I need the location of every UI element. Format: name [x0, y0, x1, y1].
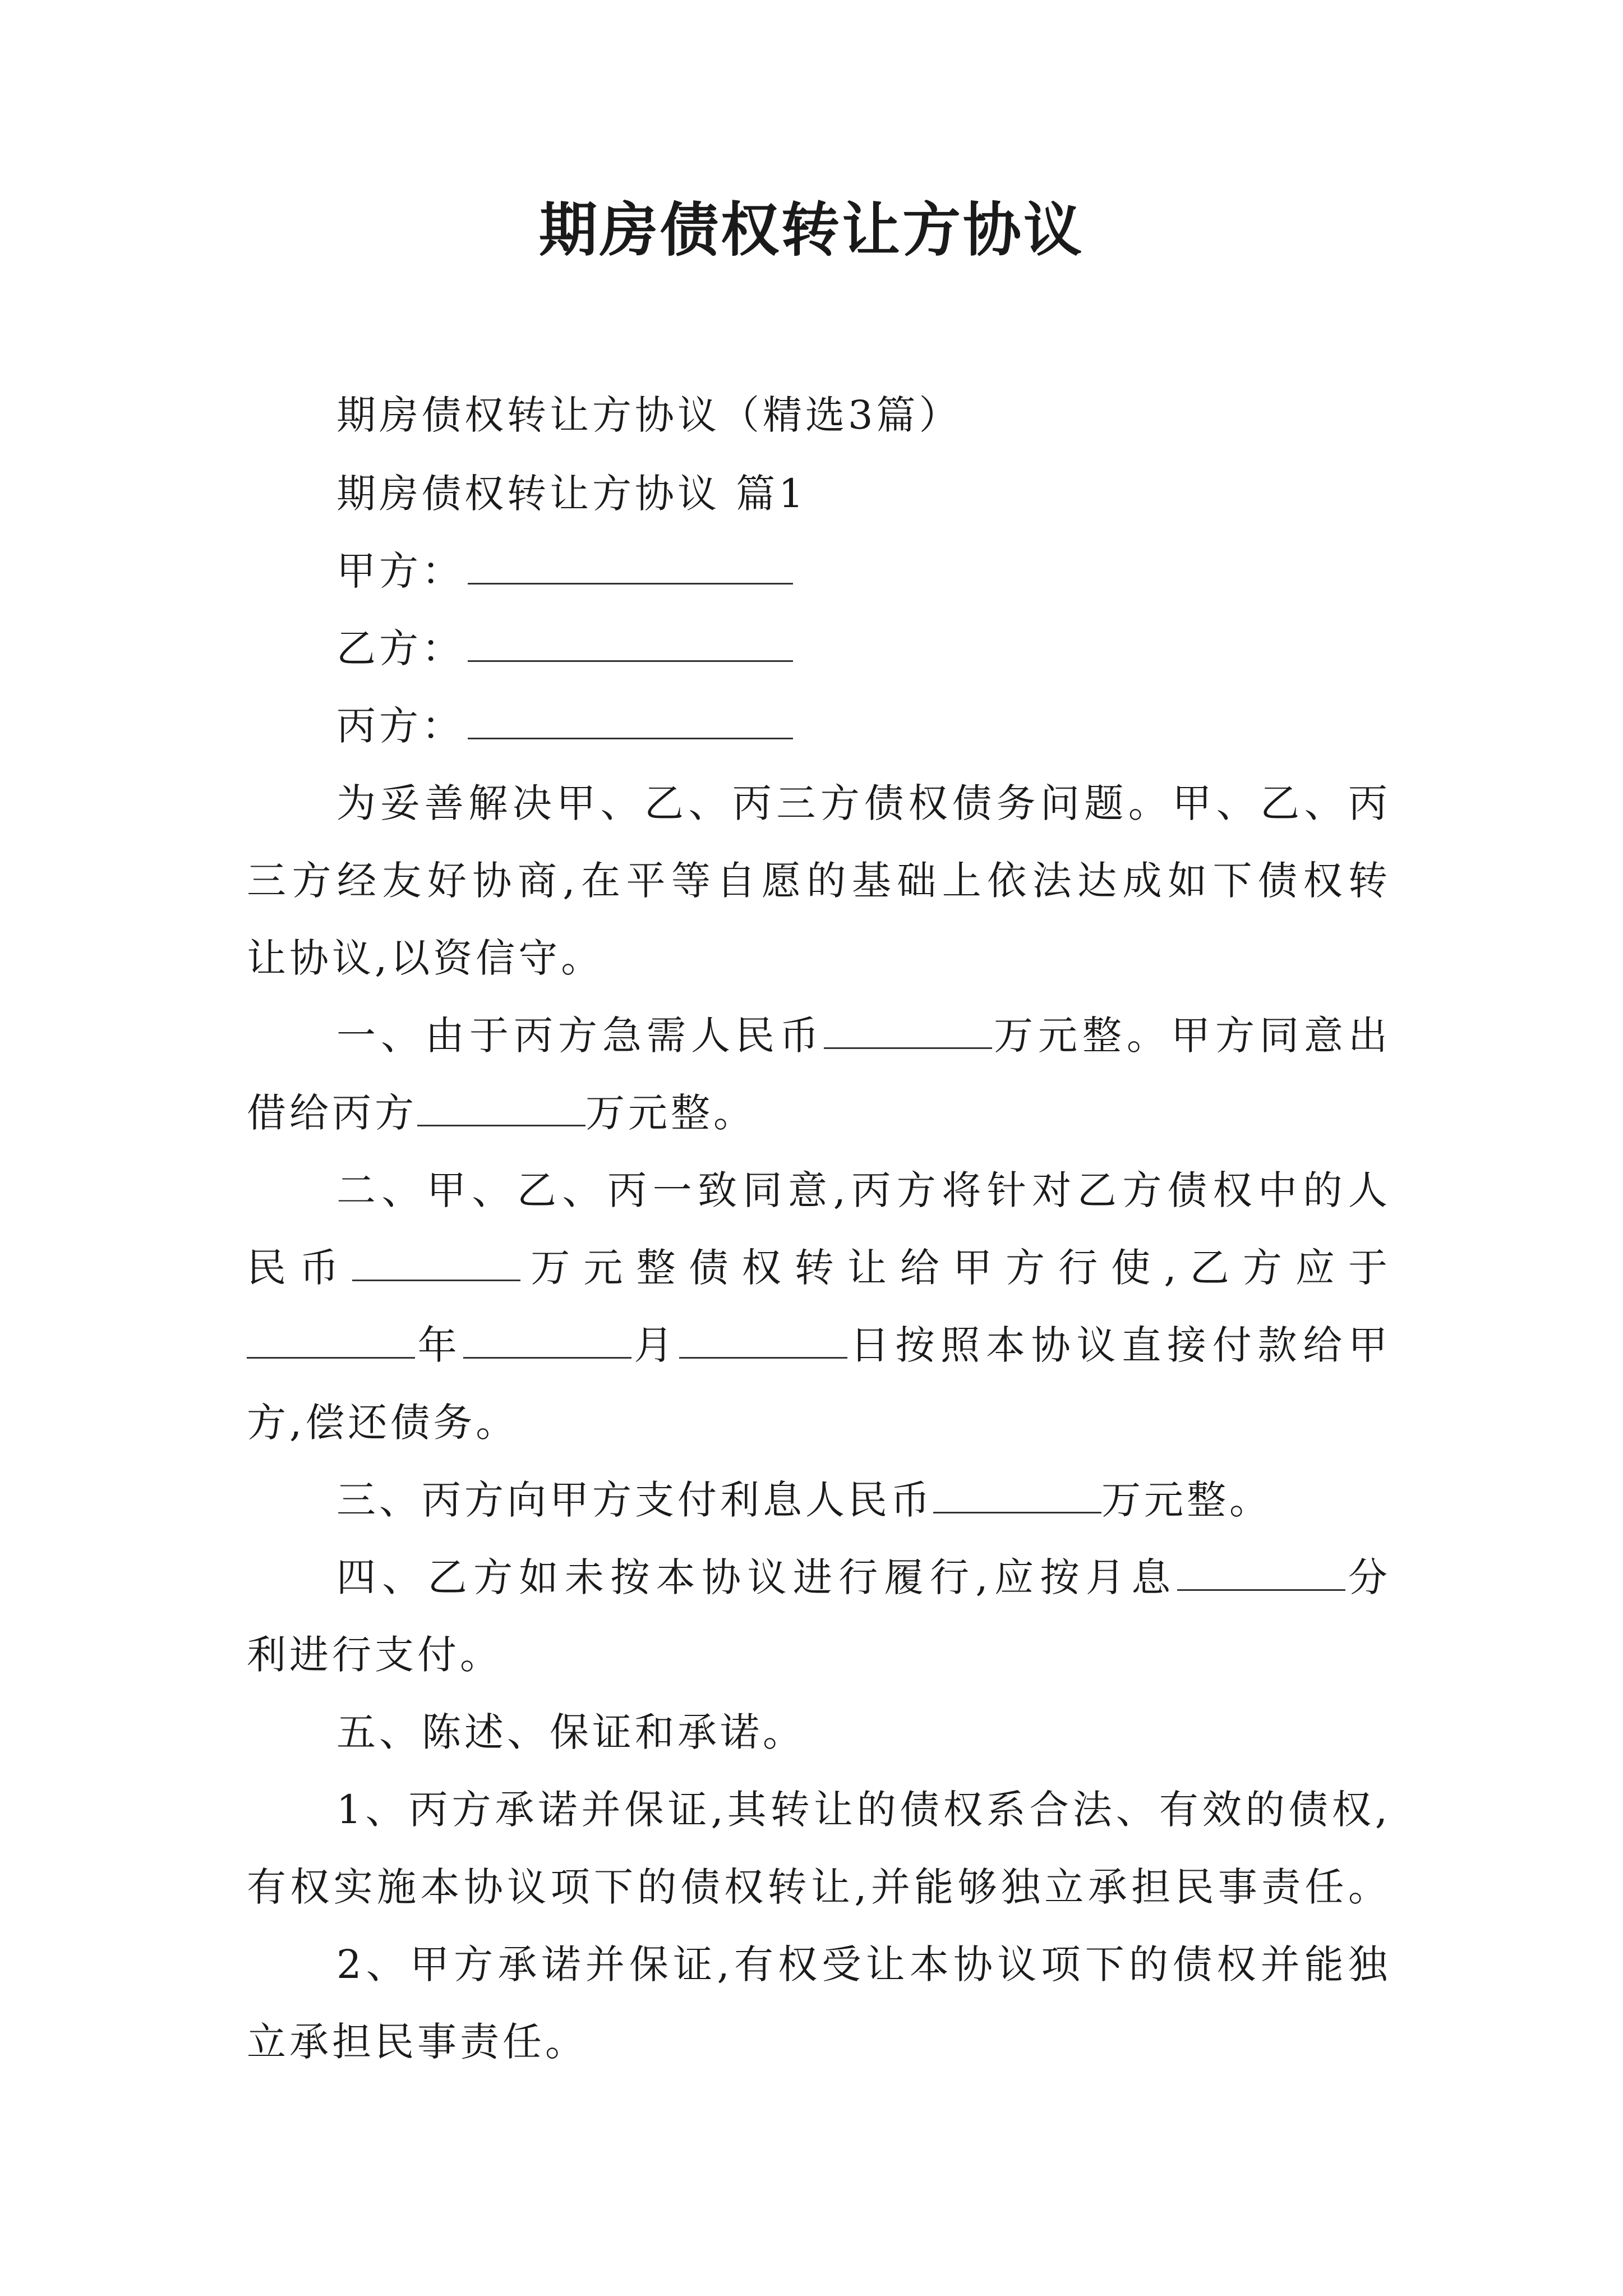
- preamble-line-3: 让协议,以资信守。: [247, 935, 604, 981]
- clause-1-amount-blank-2: [417, 1091, 585, 1126]
- clause-1-amount-blank-1: [824, 1014, 992, 1049]
- clause-2-text-d: 年: [415, 1322, 463, 1368]
- clause-2-line-3: [247, 1317, 1391, 1373]
- clause-2-text-e: 月: [631, 1322, 679, 1368]
- clause-2-line-2: [247, 1240, 1391, 1296]
- clause-1-text-d: 万元整。: [585, 1090, 756, 1136]
- clause-3-line-1: [336, 1472, 1391, 1528]
- clause-2-amount-blank: [352, 1246, 520, 1281]
- clause-1-line-2: [247, 1085, 1391, 1141]
- party-c-blank: [468, 704, 793, 739]
- party-a-label: 甲方：: [336, 548, 464, 594]
- party-b-blank: [468, 627, 793, 662]
- clause-2-year-blank: [247, 1323, 415, 1359]
- clause-1-line-1: [336, 1007, 1391, 1064]
- clause-5-2-line-2: 立承担民事责任。: [247, 2019, 588, 2065]
- clause-4-text-a: 四、乙方如未按本协议进行履行,应按月息: [336, 1554, 1177, 1600]
- clause-4-text-b: 分: [1345, 1554, 1391, 1600]
- clause-5-2-line-1: 2、甲方承诺并保证,有权受让本协议项下的债权并能独: [336, 1941, 1391, 1987]
- section-heading: 期房债权转让方协议 篇1: [336, 471, 807, 517]
- clause-4-rate-blank: [1177, 1556, 1345, 1591]
- clause-2-day-blank: [679, 1323, 847, 1359]
- party-c-label: 丙方：: [336, 703, 464, 749]
- party-a-line: [336, 543, 1391, 599]
- clause-2-text-f: 日按照本协议直接付款给甲: [847, 1322, 1391, 1368]
- clause-2-line-1: 二、甲、乙、丙一致同意,丙方将针对乙方债权中的人: [336, 1167, 1391, 1213]
- clause-2-text-b: 民币: [247, 1245, 353, 1291]
- document-subtitle: 期房债权转让方协议（精选3篇）: [336, 392, 962, 438]
- clause-5-heading: 五、陈述、保证和承诺。: [336, 1709, 805, 1755]
- clause-2-month-blank: [463, 1323, 631, 1359]
- party-b-line: [336, 620, 1391, 677]
- preamble-line-1: 为妥善解决甲、乙、丙三方债权债务问题。甲、乙、丙: [336, 780, 1391, 826]
- clause-1-text-b: 万元整。甲方同意出: [992, 1013, 1391, 1059]
- clause-3-text-a: 三、丙方向甲方支付利息人民币: [336, 1477, 933, 1523]
- party-c-line: [336, 698, 1391, 754]
- document-title: 期房债权转让方协议: [538, 196, 1084, 264]
- clause-3-amount-blank: [933, 1478, 1101, 1513]
- clause-5-1-line-1: 1、丙方承诺并保证,其转让的债权系合法、有效的债权,: [336, 1787, 1391, 1833]
- clause-5-1-line-2: 有权实施本协议项下的债权转让,并能够独立承担民事责任。: [247, 1864, 1391, 1910]
- clause-1-text-a: 一、由于丙方急需人民币: [336, 1013, 824, 1059]
- clause-4-line-2: 利进行支付。: [247, 1632, 502, 1678]
- clause-2-text-c: 万元整债权转让给甲方行使,乙方应于: [520, 1245, 1391, 1291]
- clause-4-line-1: [336, 1549, 1391, 1605]
- party-b-label: 乙方：: [336, 625, 464, 671]
- party-a-blank: [468, 549, 793, 585]
- clause-2-line-4: 方,偿还债务。: [247, 1400, 519, 1446]
- clause-1-text-c: 借给丙方: [247, 1090, 417, 1136]
- clause-3-text-b: 万元整。: [1101, 1477, 1272, 1523]
- preamble-line-2: 三方经友好协商,在平等自愿的基础上依法达成如下债权转: [247, 858, 1391, 904]
